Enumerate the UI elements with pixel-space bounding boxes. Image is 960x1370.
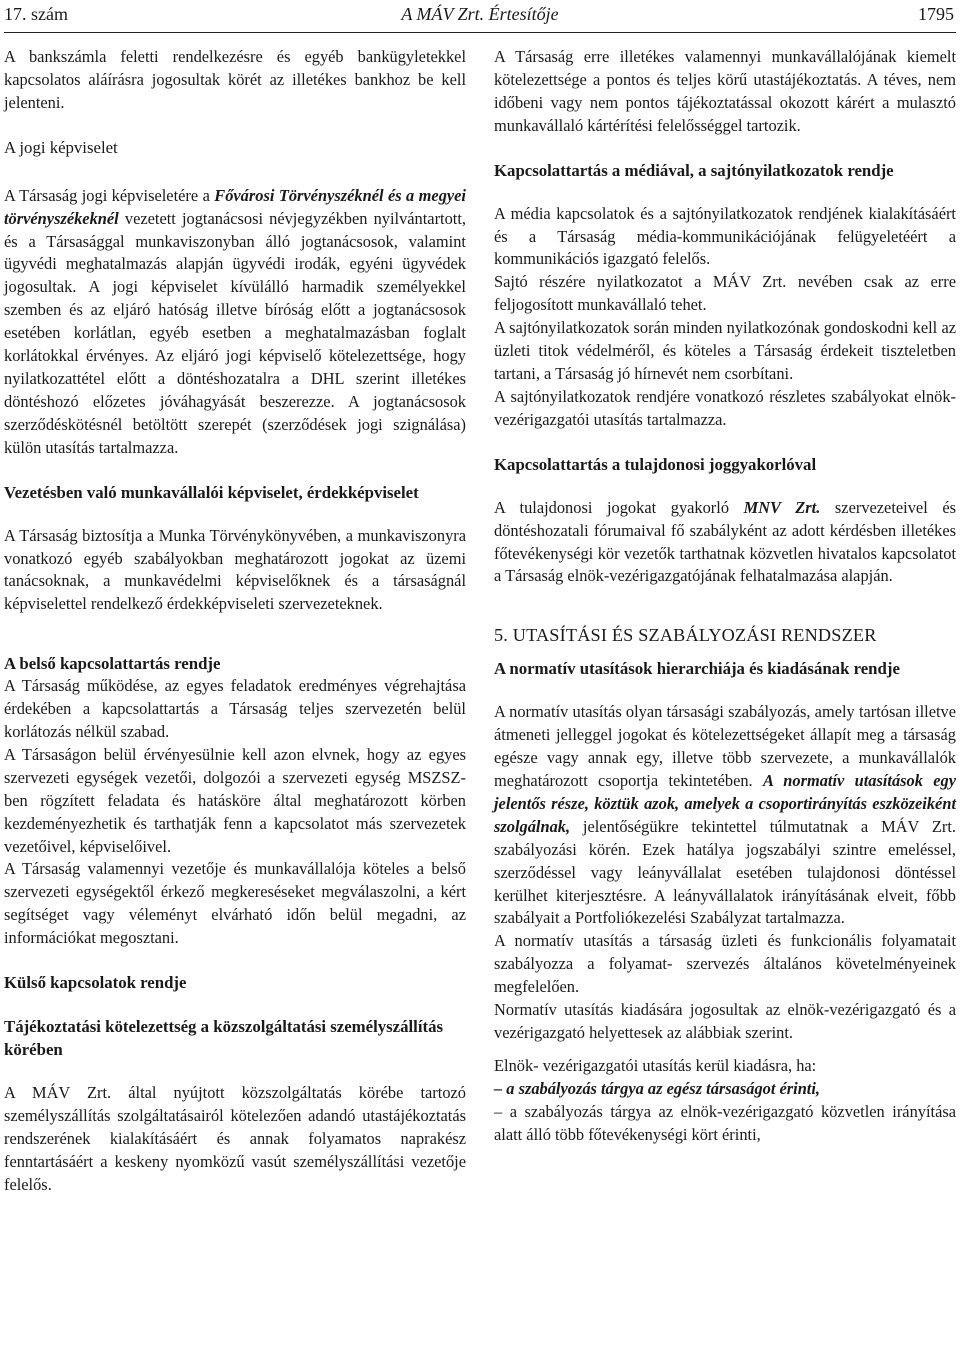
normative-heading: A normatív utasítások hierarchiája és kiadásának rendje [494,659,900,679]
normative-text-b: jelentőségükre tekintettel túlmutatnak a MÁV Zrt. szabályozási körén. Ezek hatálya jogszabályi szintre emeléssel, szerződéssel vagy leányvállalat esetében tulajdonosi döntéssel kerülhet kiterjesztésre. A leányvállalatok irányításának elveit, főbb szabályait a Portfoliókezelési Szabályzat tartalmazza. [494,816,956,928]
normative-p1 [494,701,956,930]
courts-emphasis: Fővárosi Törvényszéknél és a megyei törvényszékeknél [4,185,466,228]
media-p4: A sajtónyilatkozatok rendjére vonatkozó részletes szabályokat elnök-vezérigazgatói utasítás tartalmazza. [494,386,956,429]
header-rule [4,32,956,33]
info-obligation-heading: Tájékoztatási kötelezettség a közszolgáltatási személyszállítás körében [4,1017,444,1060]
right-column [494,46,956,1147]
owner-paragraph [494,497,956,589]
internal-contact-p3: A Társaság valamennyi vezetője és munkavállalója köteles a belső szervezeti egységektől érkező megkereséseket megválaszolni, a kért segítséget vagy véleményt elvárható időn belül megadni, az információkat megosztani. [4,859,466,948]
normative-bullet-2: – a szabályozás tárgya az elnök-vezérigazgató közvetlen irányítása alatt álló több főtevékenységi kört érinti, [494,1101,956,1144]
info-continuation: A Társaság erre illetékes valamennyi munkavállalójának kiemelt kötelezettsége a pontos és teljes körű utastájékoztatás. A téves, nem időbeni vagy nem pontos tájékoztatással okozott kárért a mulasztó munkavállaló kártérítési felelősséggel tartozik. [494,47,956,135]
employee-rep-heading: Vezetésben való munkavállalói képviselet, érdekképviselet [4,482,419,502]
page-header [4,2,956,30]
media-p2: Sajtó részére nyilatkozatot a MÁV Zrt. nevében csak az erre feljogosított munkavállaló tehet. [494,272,956,315]
info-obligation-paragraph: A MÁV Zrt. által nyújtott közszolgáltatás körébe tartozó személyszállítás szolgáltatásairól kötelezően adandó utastájékoztatás rendszerének kialakításáért és annak folyamatos naprakész fenntartásáért a keskeny nyomközű vasút személyszállítási vezetője felelős. [4,1083,466,1194]
employee-rep-paragraph: A Társaság biztosítja a Munka Törvénykönyvében, a munkaviszonyra vonatkozó egyéb szabályokban meghatározott jogokat az üzemi tanácsoknak, a munkavédelmi képviselőknek és a társaságnál képviselettel rendelkező érdekképviseleti szervezeteknek. [4,525,466,614]
normative-p3: Normatív utasítás kiadására jogosultak az elnök-vezérigazgató és a vezérigazgató helyettesek az alábbiak szerint. [494,1000,956,1042]
internal-contact-p1: A Társaság működése, az egyes feladatok eredményes végrehajtása érdekében a kapcsolattartás a Társaság teljes szervezetén belül korlátozás nélkül szabad. [4,676,466,742]
intro-paragraph: A bankszámla feletti rendelkezésre és egyéb bankügyletekkel kapcsolatos aláírásra jogosultak körét az illetékes bankhoz be kell jelenteni. [4,47,466,112]
mnv-emphasis: MNV Zrt. [743,497,821,517]
legal-rep-heading: A jogi képviselet [4,137,118,157]
media-p3: A sajtónyilatkozatok során minden nyilatkozónak gondoskodni kell az üzleti titok védelméről, és köteles a Társaság érdekeit tiszteletben tartani, a Társaság jó hírnevét nem csorbítani. [494,318,956,383]
section5-heading: 5. UTASÍTÁSI ÉS SZABÁLYOZÁSI RENDSZER [494,625,877,646]
internal-contact-heading: A belső kapcsolattartás rendje [4,654,221,674]
issue-number: 17. szám [4,4,68,24]
media-heading: Kapcsolattartás a médiával, a sajtónyilatkozatok rendje [494,160,894,180]
publication-title: A MÁV Zrt. Értesítője [401,4,559,24]
media-p1: A média kapcsolatok és a sajtónyilatkozatok rendjének kialakításáért és a Társaság média-kommunikációjának felügyeletéért a kommunikációs igazgató felelős. [494,203,956,269]
legal-rep-paragraph [4,185,466,460]
owner-heading: Kapcsolattartás a tulajdonosi joggyakorlóval [494,454,817,474]
left-column [4,46,466,1197]
owner-text-b: szervezeteivel és döntéshozatali fórumaival fő szabályként az adott kérdésben illetékes főtevékenységi kör vezetők tarthatnak közvetlen hivatalos kapcsolatot a Társaság elnök-vezérigazgatójának felhatalmazása alapján. [494,497,956,586]
legal-rep-text-b: vezetett jogtanácsosi névjegyzékben nyilvántartott, és a Társasággal munkaviszonyban álló jogtanácsosok, valamint ügyvédi meghatalmazás alapján ügyvédi irodák, egyéni ügyvédek jogosultak. A jogi képviselet kívülálló harmadik személyekkel szemben és az eljáró hatóság illetve bíróság előtt a jogtanácsosok esetében korlátlan, egyéb esetben a meghatalmazásban foglalt korlátokkal érvényes. Az eljáró jogi képviselő kötelezettsége, hogy nyilatkozattétel előtt a döntéshozatalra a DHL szerint illetékes döntéshozó előzetes jóváhagyását beszerezze. A jogtanácsosok szerződéskötésnél betöltött szerepét (szerződések jogi szignálása) külön utasítás tartalmazza. [4,208,466,457]
legal-rep-text-a: A Társaság jogi képviseletére a [4,185,215,205]
normative-emphasis: A normatív utasítások egy jelentős része, köztük azok, amelyek a csoportirányítás eszközeiként szolgálnak, [494,771,956,836]
normative-text-a: A normatív utasítás olyan társasági szabályozás, amely tartósan illetve átmeneti jelleggel jogokat és kötelezettségeket állapít meg a társaság egésze vagy annak egy, illetve több szervezete, a munkavállalók meghatározott csoportja tekintetében. [494,702,956,791]
normative-p4: Elnök- vezérigazgatói utasítás kerül kiadásra, ha: [494,1055,817,1075]
owner-text-a: A tulajdonosi jogokat gyakorló [494,497,744,517]
normative-bullet-1: – a szabályozás tárgya az egész társaságot érinti, [494,1078,821,1098]
external-contacts-heading: Külső kapcsolatok rendje [4,973,187,993]
normative-p2: A normatív utasítás a társaság üzleti és funkcionális folyamatait szabályozza a folyamat- szervezés általános követelményeinek megfelelően. [494,931,956,997]
internal-contact-p2: A Társaságon belül érvényesülnie kell azon elvnek, hogy az egyes szervezeti egységek vezetői, dolgozói a szervezeti egység MSZSZ-ben rögzített feladata és hatásköre által meghatározott körben kezdeményezhetik és tarthatják fenn a kapcsolatot más szervezetek vezetőivel, képviselőivel. [4,744,466,856]
page-number: 1795 [918,4,954,24]
